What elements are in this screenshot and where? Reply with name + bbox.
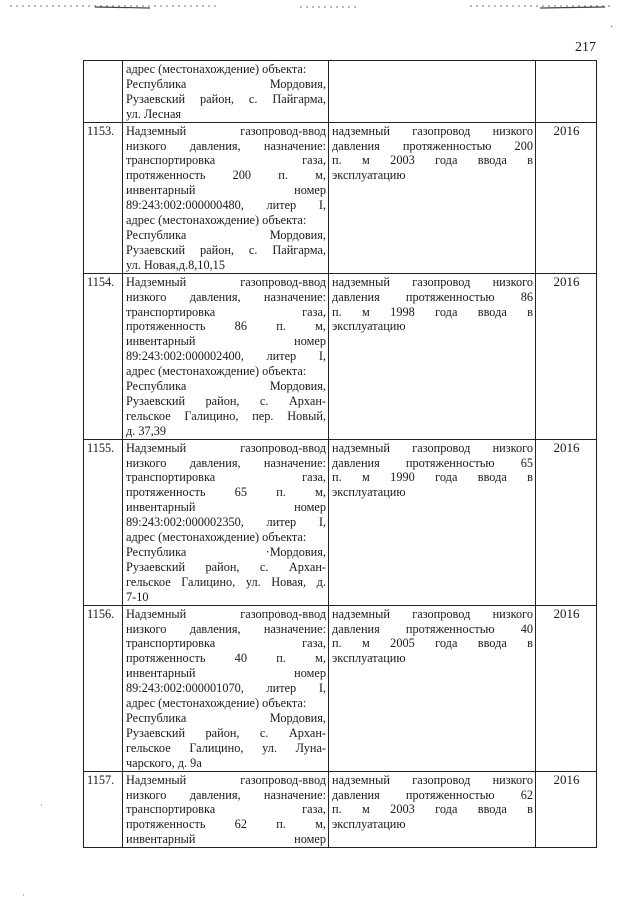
row-number xyxy=(84,61,123,123)
text-line: ул. Новая,д.8,10,15 xyxy=(126,257,225,272)
text-line: низкого давления, назначение: xyxy=(126,455,326,470)
text-line: Рузаевский район, с. Архан- xyxy=(126,725,326,740)
row-number: 1156. xyxy=(84,605,123,771)
text-line: чарского, д. 9а xyxy=(126,755,202,770)
year-cell: 2016 xyxy=(536,771,597,848)
text-line: адрес (местонахождение) объекта: xyxy=(126,696,307,711)
text-line: 89:243:002:000001070, литер I, xyxy=(126,681,326,696)
property-registry-table xyxy=(83,60,597,848)
text-line: надземный газопровод низкого xyxy=(332,772,533,787)
text-line: надземный газопровод низкого xyxy=(332,274,533,289)
text-line: п. м 1990 года ввода в xyxy=(332,470,533,485)
text-line: гельское Галицино, ул. Новая, д. xyxy=(126,574,326,589)
row-number: 1157. xyxy=(84,771,123,848)
text-line: Республика Мордовия, xyxy=(126,710,326,725)
text-line: протяженность 86 п. м, xyxy=(126,319,326,334)
text-line: Республика Мордовия, xyxy=(126,379,326,394)
text-line: транспортировка газа, xyxy=(126,636,326,651)
text-line: 89:243:002:000002350, литер I, xyxy=(126,515,326,530)
text-line: эксплуатацию xyxy=(332,485,406,500)
object-note xyxy=(329,273,536,439)
table-row xyxy=(84,61,597,123)
text-line: низкого давления, назначение: xyxy=(126,289,326,304)
text-line: гельское Галицино, пер. Новый, xyxy=(126,408,326,423)
text-line: давления протяженностью 86 xyxy=(332,289,533,304)
text-line: адрес (местонахождение) объекта: xyxy=(126,62,307,76)
text-line: 89:243:002:000002400, литер I, xyxy=(126,349,326,364)
scan-artifact-top xyxy=(0,2,640,12)
text-line: эксплуатацию xyxy=(332,651,406,666)
text-line: транспортировка газа, xyxy=(126,304,326,319)
table-row xyxy=(84,771,597,848)
text-line: давления протяженностью 40 xyxy=(332,621,533,636)
text-line: Надземный газопровод-ввод xyxy=(126,606,326,621)
text-line: надземный газопровод низкого xyxy=(332,123,533,138)
text-line: низкого давления, назначение: xyxy=(126,621,326,636)
row-number: 1155. xyxy=(84,439,123,605)
text-line: протяженность 200 п. м, xyxy=(126,168,326,183)
text-line: Надземный газопровод-ввод xyxy=(126,440,326,455)
scan-speck: · xyxy=(610,22,614,33)
text-line: давления протяженностью 65 xyxy=(332,455,533,470)
text-line: Рузаевский район, с. Пайгарма, xyxy=(126,91,326,106)
text-line: Рузаевский район, с. Архан- xyxy=(126,393,326,408)
page-number: 217 xyxy=(575,40,596,55)
text-line: протяженность 40 п. м, xyxy=(126,651,326,666)
object-note xyxy=(329,605,536,771)
text-line: п. м 2003 года ввода в xyxy=(332,153,533,168)
table-row xyxy=(84,122,597,273)
text-line: п. м 2003 года ввода в xyxy=(332,802,533,817)
object-note xyxy=(329,122,536,273)
text-line: п. м 1998 года ввода в xyxy=(332,304,533,319)
text-line: Рузаевский район, с. Архан- xyxy=(126,559,326,574)
text-line: п. м 2005 года ввода в xyxy=(332,636,533,651)
text-line: транспортировка газа, xyxy=(126,470,326,485)
text-line: ул. Лесная xyxy=(126,106,182,121)
text-line: инвентарный номер xyxy=(126,183,326,198)
year-cell: 2016 xyxy=(536,273,597,439)
text-line: адрес (местонахождение) объекта: xyxy=(126,364,307,379)
row-number: 1153. xyxy=(84,122,123,273)
text-line: инвентарный номер xyxy=(126,500,326,515)
object-description xyxy=(123,273,329,439)
text-line: адрес (местонахождение) объекта: xyxy=(126,530,307,545)
object-description xyxy=(123,605,329,771)
text-line: Республика ·Мордовия, xyxy=(126,545,326,559)
text-line: эксплуатацию xyxy=(332,817,406,832)
text-line: Республика Мордовия, xyxy=(126,76,326,91)
text-line: низкого давления, назначение: xyxy=(126,787,326,802)
text-line: надземный газопровод низкого xyxy=(332,440,533,455)
scan-speck: · xyxy=(40,800,43,810)
text-line: эксплуатацию xyxy=(332,319,406,334)
text-line: д. 37,39 xyxy=(126,423,167,438)
text-line: протяженность 65 п. м, xyxy=(126,485,326,500)
table-row xyxy=(84,439,597,605)
text-line: низкого давления, назначение: xyxy=(126,138,326,153)
object-description xyxy=(123,771,329,848)
scan-speck: · xyxy=(22,890,25,900)
text-line: 7-10 xyxy=(126,589,149,604)
text-line: Надземный газопровод-ввод xyxy=(126,772,326,787)
year-cell: 2016 xyxy=(536,439,597,605)
text-line: Республика Мордовия, xyxy=(126,227,326,242)
object-note xyxy=(329,439,536,605)
text-line: транспортировка газа, xyxy=(126,153,326,168)
table-row xyxy=(84,605,597,771)
text-line: надземный газопровод низкого xyxy=(332,606,533,621)
text-line: инвентарный номер xyxy=(126,334,326,349)
object-note xyxy=(329,61,536,123)
text-line: давления протяженностью 62 xyxy=(332,787,533,802)
text-line: адрес (местонахождение) объекта: xyxy=(126,213,307,228)
text-line: инвентарный номер xyxy=(126,832,326,847)
text-line: Рузаевский район, с. Пайгарма, xyxy=(126,242,326,257)
table-row xyxy=(84,273,597,439)
year-cell: 2016 xyxy=(536,122,597,273)
object-description xyxy=(123,61,329,123)
text-line: 89:243:002:000000480, литер I, xyxy=(126,198,326,213)
text-line: протяженность 62 п. м, xyxy=(126,817,326,832)
row-number: 1154. xyxy=(84,273,123,439)
text-line: транспортировка газа, xyxy=(126,802,326,817)
text-line: гельское Галицино, ул. Луна- xyxy=(126,740,326,755)
text-line: эксплуатацию xyxy=(332,168,406,183)
year-cell: 2016 xyxy=(536,605,597,771)
object-description xyxy=(123,122,329,273)
object-description xyxy=(123,439,329,605)
text-line: инвентарный номер xyxy=(126,666,326,681)
text-line: Надземный газопровод-ввод xyxy=(126,123,326,138)
text-line: Надземный газопровод-ввод xyxy=(126,274,326,289)
text-line: давления протяженностью 200 xyxy=(332,138,533,153)
object-note xyxy=(329,771,536,848)
year-cell xyxy=(536,61,597,123)
registry-body xyxy=(84,61,597,848)
